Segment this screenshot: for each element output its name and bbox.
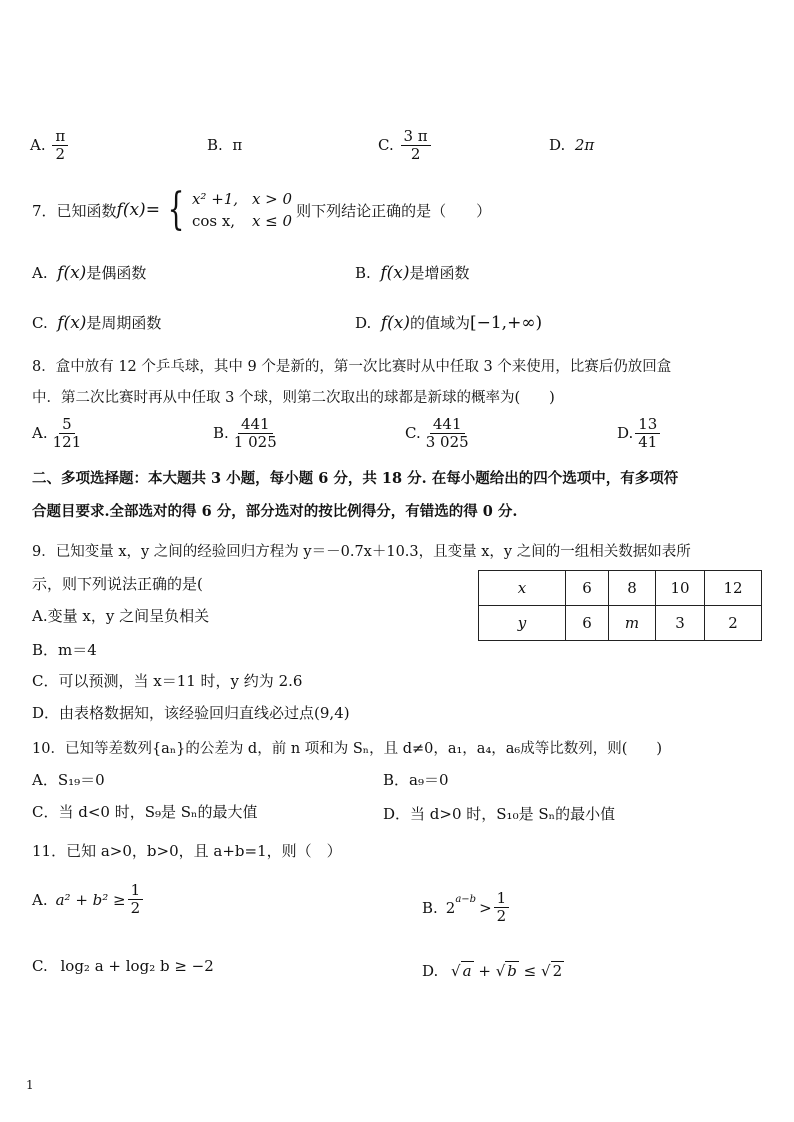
q8-d-den: 41: [638, 433, 658, 452]
q11-d-relation: ≤: [523, 962, 537, 980]
q7-stem: [32, 184, 492, 235]
q6-a-fraction: [52, 128, 68, 164]
q6-c-label: C.: [378, 135, 394, 154]
q11-d-sqrt-a: a: [462, 962, 472, 980]
q10-line1: 10．已知等差数列{aₙ}的公差为 d，前 n 项和为 Sₙ，且 d≠0，a₁，a₄，a₆成等比数列，则( ): [32, 741, 663, 757]
q6-d-label: D.: [549, 136, 566, 154]
q6-option-c: [378, 128, 433, 164]
q11-option-b: [422, 890, 511, 926]
q8-b-label: B.: [213, 423, 229, 442]
q6-option-a: [30, 128, 70, 164]
q7-option-d: [355, 312, 542, 333]
q11-d-sqrt-2: 2: [552, 962, 563, 980]
q11-a-fraction: [128, 882, 144, 918]
page-number: 1: [26, 1078, 34, 1092]
q8-d-label: D.: [617, 423, 634, 442]
q8-c-num: 441: [430, 416, 465, 434]
q6-b-value: π: [232, 136, 243, 154]
q8-d-num: 13: [635, 416, 660, 434]
q6-option-d: [549, 136, 594, 154]
q8-b-num: 441: [238, 416, 273, 434]
section2-line1: 二、多项选择题：本大题共 3 小题，每小题 6 分，共 18 分. 在每小题给出的四个选项中，有多项符: [32, 470, 679, 487]
q7-option-c: [32, 312, 161, 333]
q6-option-b: [207, 136, 242, 154]
q9-option-a: A.变量 x，y 之间呈负相关: [32, 607, 210, 625]
q7-stem-end: 则下列结论正确的是（ ）: [296, 201, 492, 220]
q9-table-cell: 6: [566, 571, 609, 606]
q9-line1: 9．已知变量 x，y 之间的经验回归方程为 y＝－0.7x＋10.3，且变量 x，y 之间的一组相关数据如表所: [32, 544, 691, 560]
q8-a-fraction: [50, 416, 85, 452]
q7-brace: {: [167, 184, 185, 235]
q11-a-expr: a² + b² ≥: [55, 890, 126, 909]
q11-c-expr: log₂ a + log₂ b ≥ −2: [60, 957, 214, 975]
q6-d-value: 2π: [574, 136, 595, 154]
q10-option-c: C．当 d<0 时，S₉是 Sₙ的最大值: [32, 803, 258, 821]
q7-cases: [192, 188, 292, 232]
sqrt-icon: √: [495, 962, 506, 980]
q10-option-d: D．当 d>0 时，S₁₀是 Sₙ的最小值: [383, 805, 616, 823]
sqrt-icon: √: [541, 962, 551, 980]
q8-option-b: [213, 416, 282, 452]
q7-d-fx: f(x): [380, 313, 410, 333]
q9-table-cell: 8: [609, 571, 656, 606]
q7-c-label: C.: [32, 314, 48, 332]
q6-b-label: B.: [207, 136, 223, 154]
q9-table-row-x: [479, 571, 762, 606]
q8-a-num: 5: [59, 416, 75, 434]
q7-stem-start: 7．已知函数: [32, 201, 117, 220]
q9-table-cell: 6: [566, 606, 609, 641]
q9-table-cell: m: [609, 606, 656, 641]
q6-a-den: 2: [55, 145, 66, 164]
q6-a-num: π: [52, 128, 68, 146]
q11-line1: 11．已知 a>0，b>0，且 a+b=1，则（ ）: [32, 842, 342, 860]
q7-case2: [192, 210, 292, 232]
q7-d-text: 的值域为: [409, 314, 470, 332]
q9-table-cell: 12: [705, 571, 762, 606]
q9-data-table: [478, 570, 762, 641]
q8-c-label: C.: [405, 423, 421, 442]
q7-b-fx: f(x): [380, 263, 410, 283]
q11-c-label: C.: [32, 957, 48, 975]
q9-table-cell: 2: [705, 606, 762, 641]
q7-b-label: B.: [355, 264, 371, 282]
q11-b-base: 2: [445, 898, 456, 917]
q11-b-label: B.: [422, 898, 438, 917]
q8-line1: 8．盒中放有 12 个乒乓球，其中 9 个是新的，第一次比赛时从中任取 3 个来使用，比赛后仍放回盒: [32, 359, 672, 375]
q7-a-fx: f(x): [57, 263, 87, 283]
q11-a-label: A.: [32, 890, 48, 909]
q11-option-a: [32, 882, 145, 918]
q9-table-row-y: [479, 606, 762, 641]
q8-b-fraction: [231, 416, 280, 452]
q11-option-d: [422, 962, 564, 980]
q7-option-a: [32, 262, 146, 283]
q11-option-c: [32, 957, 214, 975]
q11-d-plus: +: [478, 962, 491, 980]
q9-table-cell: y: [479, 606, 566, 641]
q7-case2-expr: cos x,: [191, 212, 236, 230]
q7-b-text: 是增函数: [409, 264, 470, 282]
q9-line2: 示，则下列说法正确的是(: [32, 575, 203, 593]
q11-b-num: 1: [494, 890, 510, 908]
sqrt-icon: √: [451, 962, 461, 980]
q7-a-text: 是偶函数: [86, 264, 147, 282]
q7-d-range: [−1,+∞): [469, 313, 543, 333]
q11-b-relation: >: [479, 898, 492, 917]
q8-b-den: 1 025: [233, 433, 277, 452]
q7-c-fx: f(x): [57, 313, 87, 333]
q8-option-d: [617, 416, 662, 452]
q7-option-b: [355, 262, 470, 283]
q8-c-fraction: [423, 416, 472, 452]
q9-option-d: D．由表格数据知，该经验回归直线必过点(9,4): [32, 704, 350, 722]
q6-c-num: 3 π: [401, 128, 431, 146]
q11-a-den: 2: [130, 899, 141, 918]
q7-fx: f(x): [116, 200, 146, 220]
q8-a-label: A.: [32, 423, 48, 442]
q8-option-a: [32, 416, 86, 452]
section2-line2: 合题目要求.全部选对的得 6 分，部分选对的按比例得分，有错选的得 0 分.: [32, 503, 518, 520]
q9-table-cell: 3: [656, 606, 705, 641]
q7-case2-cond: x ≤ 0: [251, 212, 293, 230]
q9-table-cell: 10: [656, 571, 705, 606]
q9-table-cell: x: [479, 571, 566, 606]
q11-d-sqrt-b: b: [507, 962, 517, 980]
q8-a-den: 121: [52, 433, 82, 452]
q7-case1-expr: x² +1,: [191, 190, 239, 208]
q6-a-label: A.: [30, 135, 46, 154]
q7-equals: =: [145, 200, 160, 220]
q11-b-fraction: [494, 890, 510, 926]
q8-d-fraction: [635, 416, 660, 452]
q11-a-num: 1: [128, 882, 144, 900]
q7-case1-cond: x > 0: [251, 190, 293, 208]
q7-c-text: 是周期函数: [86, 314, 162, 332]
q8-line2: 中．第二次比赛时再从中任取 3 个球，则第二次取出的球都是新球的概率为( ): [32, 390, 555, 406]
q6-c-den: 2: [410, 145, 421, 164]
q9-option-b: B．m＝4: [32, 641, 97, 659]
q8-c-den: 3 025: [425, 433, 469, 452]
q9-option-c: C．可以预测，当 x＝11 时，y 约为 2.6: [32, 672, 303, 690]
q8-option-c: [405, 416, 474, 452]
q7-case1: [192, 188, 292, 210]
q11-b-den: 2: [496, 907, 507, 926]
q11-b-exponent: a−b: [455, 894, 477, 906]
q11-d-label: D.: [422, 962, 439, 980]
q7-a-label: A.: [32, 264, 48, 282]
q10-option-a: A．S₁₉＝0: [32, 771, 105, 789]
q6-c-fraction: [401, 128, 431, 164]
q7-d-label: D.: [355, 314, 372, 332]
q10-option-b: B．a₉＝0: [383, 771, 449, 789]
